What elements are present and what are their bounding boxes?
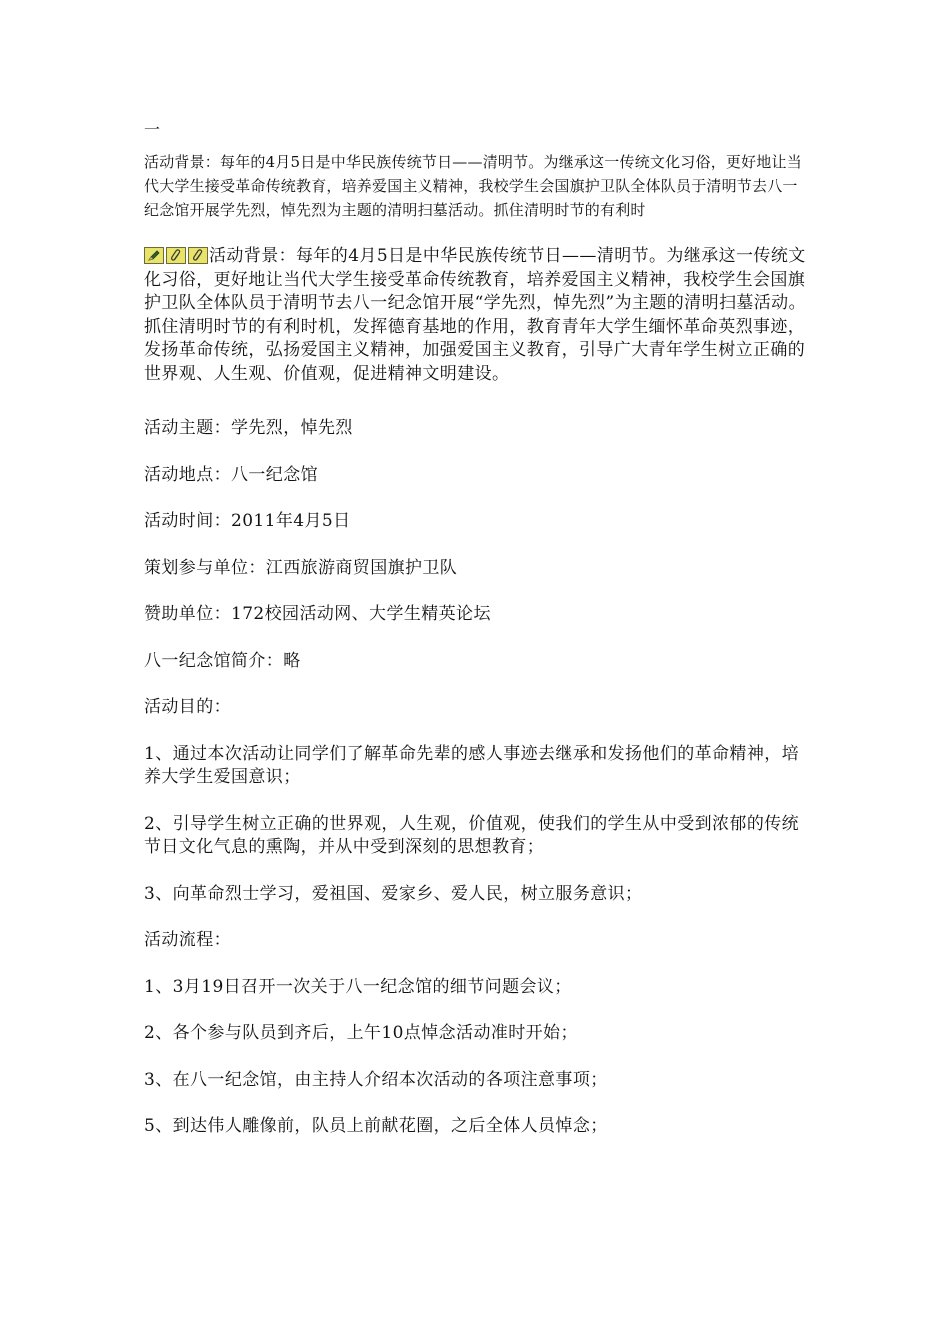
purpose-heading: 活动目的： (144, 697, 231, 717)
time-line: 活动时间：2011年4月5日 (144, 511, 351, 531)
top-dash: 一 (144, 120, 161, 139)
paperclip-icon[interactable] (188, 247, 208, 264)
sponsor-line: 赞助单位：172校园活动网、大学生精英论坛 (144, 604, 491, 624)
intro-text: 活动背景：每年的4月5日是中华民族传统节日——清明节。为继承这一传统文化习俗，更好地让当代大学生接受革命传统教育，培养爱国主义精神，我校学生会国旗护卫队全体队员于清明节去八一纪念馆开展“学先烈，悼先烈”为主题的清明扫墓活动。抓住清明时节的有利时机，发挥德育基地的作用，教育青年大学生缅怀革命英烈事迹，发扬革命传统，弘扬爱国主义精神，加强爱国主义教育，引导广大青年学生树立正确的世界观、人生观、价值观，促进精神文明建设。 (144, 246, 806, 384)
summary-excerpt (144, 150, 809, 222)
process-heading: 活动流程： (144, 930, 231, 950)
purpose-item-3: 3、向革命烈士学习，爱祖国、爱家乡、爱人民，树立服务意识； (144, 883, 643, 904)
inline-icon-strip (144, 247, 208, 264)
purpose-item-1: 1、通过本次活动让同学们了解革命先辈的感人事迹去继承和发扬他们的革命精神，培养大学生爱国意识； (144, 743, 800, 787)
theme-line: 活动主题：学先烈，悼先烈 (144, 418, 353, 438)
document-body (144, 245, 809, 1162)
process-item-3: 3、在八一纪念馆，由主持人介绍本次活动的各项注意事项； (144, 1069, 608, 1090)
museum-intro-line: 八一纪念馆简介：略 (144, 650, 301, 671)
intro-paragraph (144, 245, 809, 386)
organizer-line: 策划参与单位：江西旅游商贸国旗护卫队 (144, 557, 458, 578)
process-item-2: 2、各个参与队员到齐后，上午10点悼念活动准时开始； (144, 1023, 578, 1043)
process-item-5: 5、到达伟人雕像前，队员上前献花圈，之后全体人员悼念； (144, 1116, 608, 1136)
process-item-1: 1、3月19日召开一次关于八一纪念馆的细节问题会议； (144, 976, 572, 997)
purpose-item-2: 2、引导学生树立正确的世界观，人生观，价值观，使我们的学生从中受到浓郁的传统节日文化气息的熏陶，并从中受到深刻的思想教育； (144, 813, 800, 857)
edit-pencil-icon[interactable] (144, 247, 164, 264)
location-line: 活动地点：八一纪念馆 (144, 464, 318, 485)
paperclip-icon[interactable] (166, 247, 186, 264)
summary-text: 活动背景：每年的4月5日是中华民族传统节日——清明节。为继承这一传统文化习俗，更好地让当代大学生接受革命传统教育，培养爱国主义精神，我校学生会国旗护卫队全体队员于清明节去八一纪念馆开展学先烈，悼先烈为主题的清明扫墓活动。抓住清明时节的有利时 (144, 153, 802, 219)
